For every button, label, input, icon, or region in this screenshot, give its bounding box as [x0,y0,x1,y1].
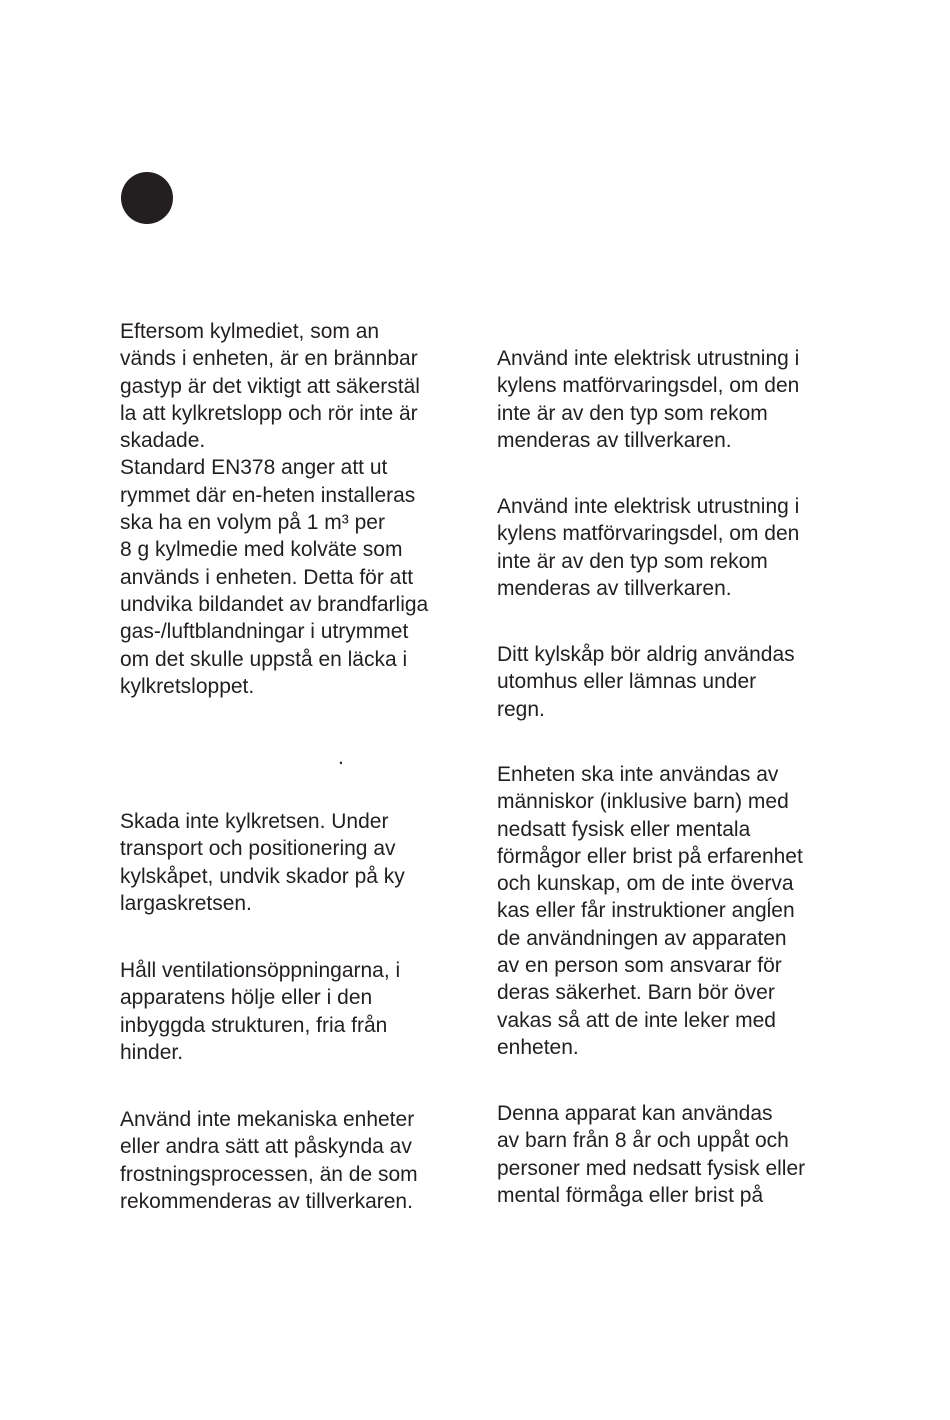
cooling-circuit-paragraph: Skada inte kylkretsen. Under transport och positionering av kylskåpet, undvik skador på ky largaskretsen. [120,810,405,915]
supervision-paragraph: Enheten ska inte användas av människor (inklusive barn) med nedsatt fysisk eller mentala förmågor eller brist på erfarenhet och kunskap, om de inte överva kas eller får instruktioner angĺen de användningen av apparaten av en person som ansvarar för deras säkerhet. Barn bör över vakas så att de inte leker med enheten. [497,763,803,1059]
stray-dot: . [338,746,344,769]
electrical-equipment-paragraph-2: Använd inte elektrisk utrustning i kylens matförvaringsdel, om den inte är av den typ som rekom menderas av tillverkaren. [497,495,800,600]
ventilation-paragraph: Håll ventilationsöppningarna, i apparatens hölje eller i den inbyggda strukturen, fria från hinder. [120,959,401,1064]
electrical-equipment-paragraph-1: Använd inte elektrisk utrustning i kylens matförvaringsdel, om den inte är av den typ som rekom menderas av tillverkaren. [497,347,800,452]
outdoor-use-paragraph: Ditt kylskåp bör aldrig användas utomhus eller lämnas under regn. [497,643,795,721]
bullet-circle-icon [121,172,173,224]
defrosting-paragraph: Använd inte mekaniska enheter eller andra sätt att påskynda av frostningsprocessen, än de som rekommenderas av tillverkaren. [120,1108,418,1213]
refrigerant-warning-paragraph: Eftersom kylmediet, som an vänds i enheten, är en brännbar gastyp är det viktigt att säkerstäl la att kylkretslopp och rör inte är skadade. Standard EN378 anger att ut rymmet där en-heten installeras ska ha en volym på 1 m³ per 8 g kylmedie med kolväte som används i enheten. Detta för att undvika bildandet av brandfarliga gas-/luftblandningar i utrymmet om det skulle uppstå en läcka i kylkretsloppet. [120,320,429,698]
children-use-paragraph: Denna apparat kan användas av barn från 8 år och uppåt och personer med nedsatt fysisk eller mental förmåga eller brist på [497,1102,806,1207]
